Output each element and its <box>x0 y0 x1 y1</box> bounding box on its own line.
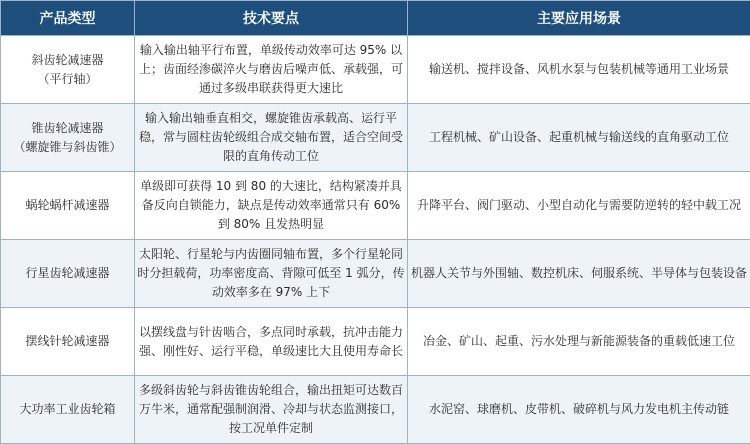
header-tech-points: 技术要点 <box>135 1 408 36</box>
product-type-name: 摆线针轮减速器 <box>1 332 134 351</box>
application-text: 机器人关节与外围轴、数控机床、伺服系统、半导体与包装设备 <box>408 264 750 283</box>
product-type-cell <box>1 172 135 240</box>
tech-points-text: 单级即可获得 10 到 80 的大速比，结构紧凑并具备反向自锁能力，缺点是传动效率通常只有 60% 到 80% 且发热明显 <box>135 177 407 234</box>
header-application: 主要应用场景 <box>408 1 750 36</box>
product-type-subtitle: （螺旋锥与斜齿锥） <box>1 138 134 157</box>
application-cell <box>408 308 750 376</box>
header-product-type: 产品类型 <box>1 1 135 36</box>
application-cell <box>408 104 750 172</box>
tech-points-text: 输入输出轴平行布置，单级传动效率可达 95% 以上；齿面经渗碳淬火与磨齿后噪声低、承载强，可通过多级串联获得更大速比 <box>135 41 407 98</box>
table-header-row <box>1 1 750 36</box>
product-type-name: 大功率工业齿轮箱 <box>1 400 134 419</box>
tech-points-cell <box>135 172 408 240</box>
product-type-name: 行星齿轮减速器 <box>1 264 134 283</box>
product-type-cell <box>1 308 135 376</box>
product-type-name: 锥齿轮减速器 <box>1 119 134 138</box>
tech-points-cell <box>135 308 408 376</box>
tech-points-cell <box>135 376 408 444</box>
application-text: 冶金、矿山、起重、污水处理与新能源装备的重载低速工位 <box>408 332 750 351</box>
tech-points-text: 输入输出轴垂直相交，螺旋锥齿承载高、运行平稳，常与圆柱齿轮级组合成交轴布置，适合空间受限的直角传动工位 <box>135 109 407 166</box>
application-cell <box>408 240 750 308</box>
product-type-subtitle: （平行轴） <box>1 70 134 89</box>
table-row <box>1 376 750 444</box>
application-text: 输送机、搅拌设备、风机水泵与包装机械等通用工业场景 <box>408 60 750 79</box>
application-text: 升降平台、阀门驱动、小型自动化与需要防逆转的轻中载工况 <box>408 196 750 215</box>
tech-points-cell <box>135 240 408 308</box>
tech-points-text: 以摆线盘与针齿啮合，多点同时承载，抗冲击能力强、刚性好、运行平稳，单级速比大且使用寿命长 <box>135 323 407 361</box>
product-type-name: 蜗轮蜗杆减速器 <box>1 196 134 215</box>
tech-points-cell <box>135 104 408 172</box>
application-cell <box>408 376 750 444</box>
product-type-cell <box>1 104 135 172</box>
product-type-cell <box>1 36 135 104</box>
application-cell <box>408 172 750 240</box>
product-type-cell <box>1 376 135 444</box>
application-text: 水泥窑、球磨机、皮带机、破碎机与风力发电机主传动链 <box>408 400 750 419</box>
table-row <box>1 104 750 172</box>
table-row <box>1 308 750 376</box>
tech-points-text: 太阳轮、行星轮与内齿圈同轴布置，多个行星轮同时分担载荷，功率密度高、背隙可低至 1 弧分，传动效率多在 97% 上下 <box>135 245 407 302</box>
tech-points-text: 多级斜齿轮与斜齿锥齿轮组合，输出扭矩可达数百万牛米，通常配强制润滑、冷却与状态监测接口，按工况单件定制 <box>135 381 407 438</box>
table-row <box>1 36 750 104</box>
application-text: 工程机械、矿山设备、起重机械与输送线的直角驱动工位 <box>408 128 750 147</box>
application-cell <box>408 36 750 104</box>
product-type-cell <box>1 240 135 308</box>
tech-points-cell <box>135 36 408 104</box>
table-row <box>1 172 750 240</box>
product-type-name: 斜齿轮减速器 <box>1 51 134 70</box>
table-row <box>1 240 750 308</box>
